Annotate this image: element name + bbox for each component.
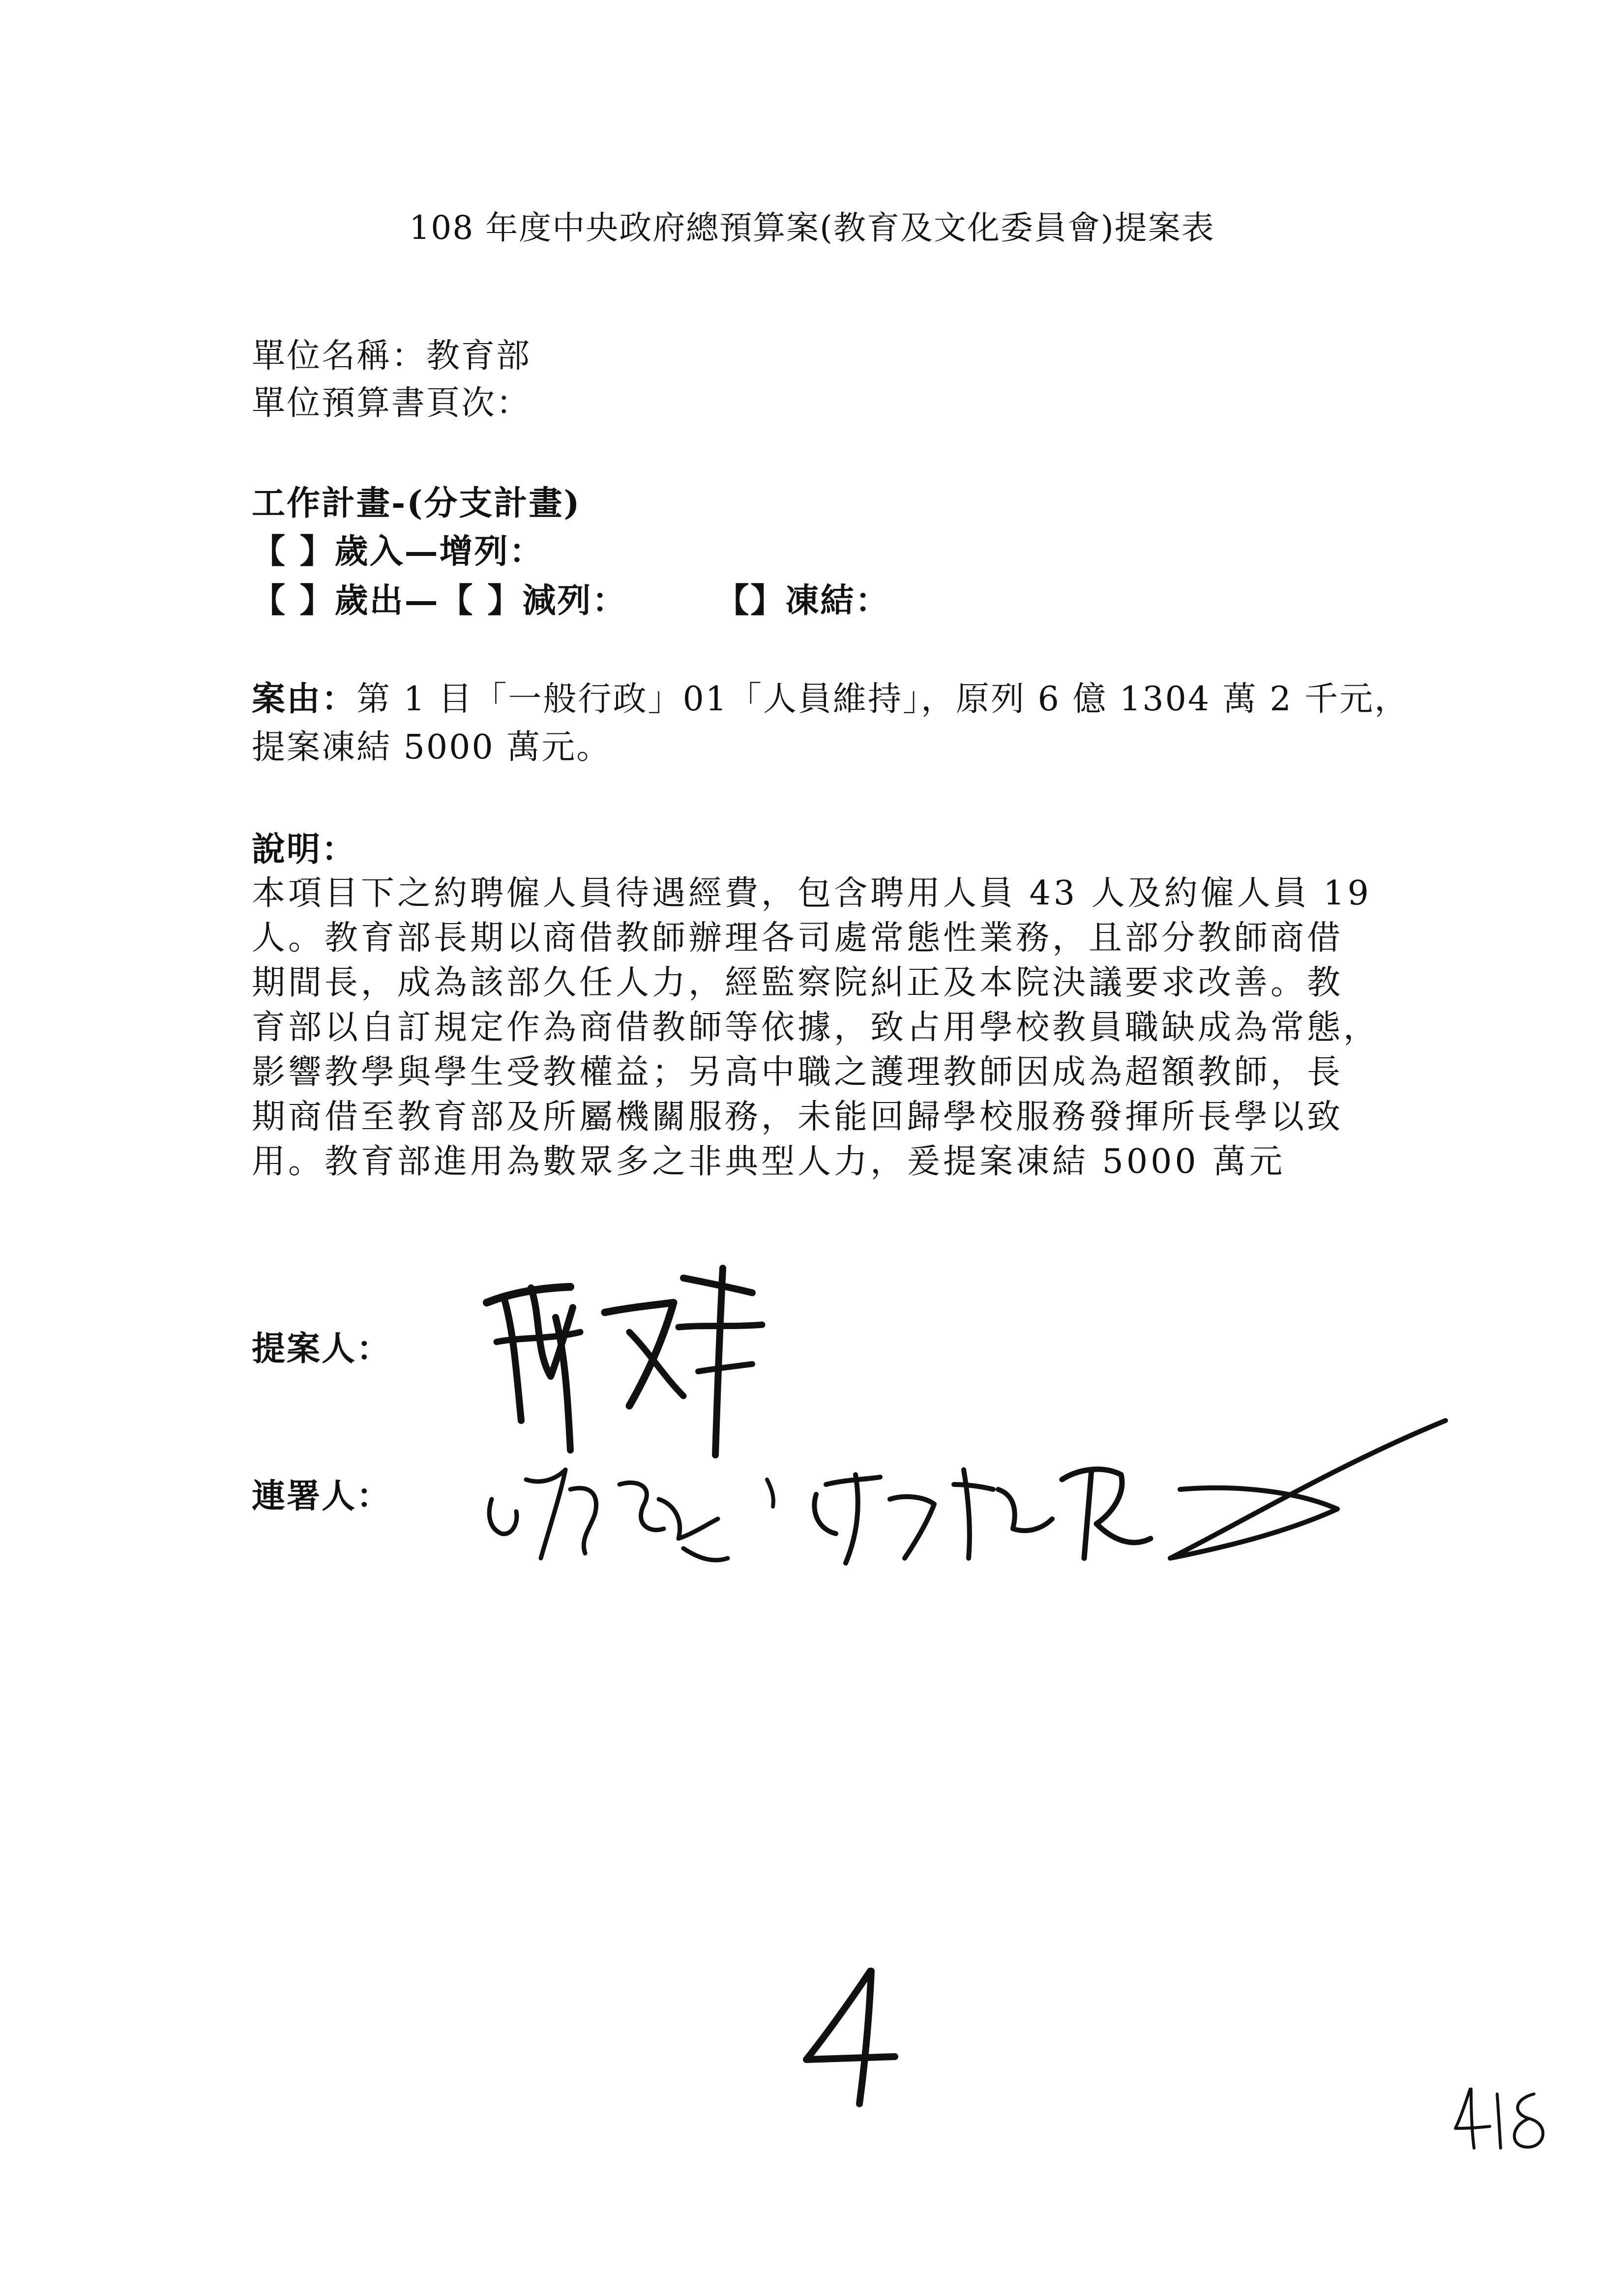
explanation-line: 育部以自訂規定作為商借教師等依據，致占用學校教員職缺成為常態， — [252, 1008, 1380, 1047]
document-title: 108 年度中央政府總預算案(教育及文化委員會)提案表 — [409, 209, 1215, 247]
explanation-line: 期間長，成為該部久任人力，經監察院糾正及本院決議要求改善。教 — [252, 963, 1344, 1002]
handwritten-page-number — [797, 1961, 910, 2109]
expenditure-line — [252, 574, 890, 622]
explanation-line: 人。教育部長期以商借教師辦理各司處常態性業務，且部分教師商借 — [252, 919, 1344, 958]
budget-page-row — [252, 377, 531, 424]
cosigner-signatures — [472, 1411, 1455, 1593]
reason-text-line-1: 第 1 目「一般行政」01「人員維持」，原列 6 億 1304 萬 2 千元， — [356, 680, 1410, 719]
explanation-line: 影響教學與學生受教權益；另高中職之護理教師因成為超額教師，長 — [252, 1053, 1344, 1092]
explanation-line: 用。教育部進用為數眾多之非典型人力，爰提案凍結 5000 萬元 — [252, 1142, 1286, 1181]
reason-text-line-2: 提案凍結 5000 萬元。 — [252, 728, 612, 767]
expenditure-freeze-text: 【】凍結： — [715, 581, 890, 620]
unit-name-label: 單位名稱： — [252, 337, 427, 376]
work-plan-label: 工作計畫-(分支計畫) — [252, 484, 581, 523]
reason-label: 案由： — [252, 679, 357, 719]
explanation-line: 本項目下之約聘僱人員待遇經費，包含聘用人員 43 人及約僱人員 19 — [252, 874, 1372, 913]
cosigner-label: 連署人： — [252, 1477, 392, 1516]
unit-name-row — [252, 329, 531, 377]
revenue-increase-line: 【 】歲入—增列： — [252, 532, 544, 571]
reason-row-1 — [252, 672, 1409, 720]
explanation-body — [252, 871, 1397, 1184]
expenditure-reduce-text: 【 】歲出—【 】減列： — [252, 581, 627, 620]
explanation-label: 說明： — [252, 830, 357, 869]
unit-name-value: 教育部 — [426, 337, 531, 376]
proposer-label: 提案人： — [252, 1329, 392, 1368]
budget-page-label: 單位預算書頁次： — [252, 384, 531, 423]
handwritten-corner-number — [1450, 2084, 1559, 2153]
explanation-line: 期商借至教育部及所屬機關服務，未能回歸學校服務發揮所長學以致 — [252, 1098, 1344, 1136]
